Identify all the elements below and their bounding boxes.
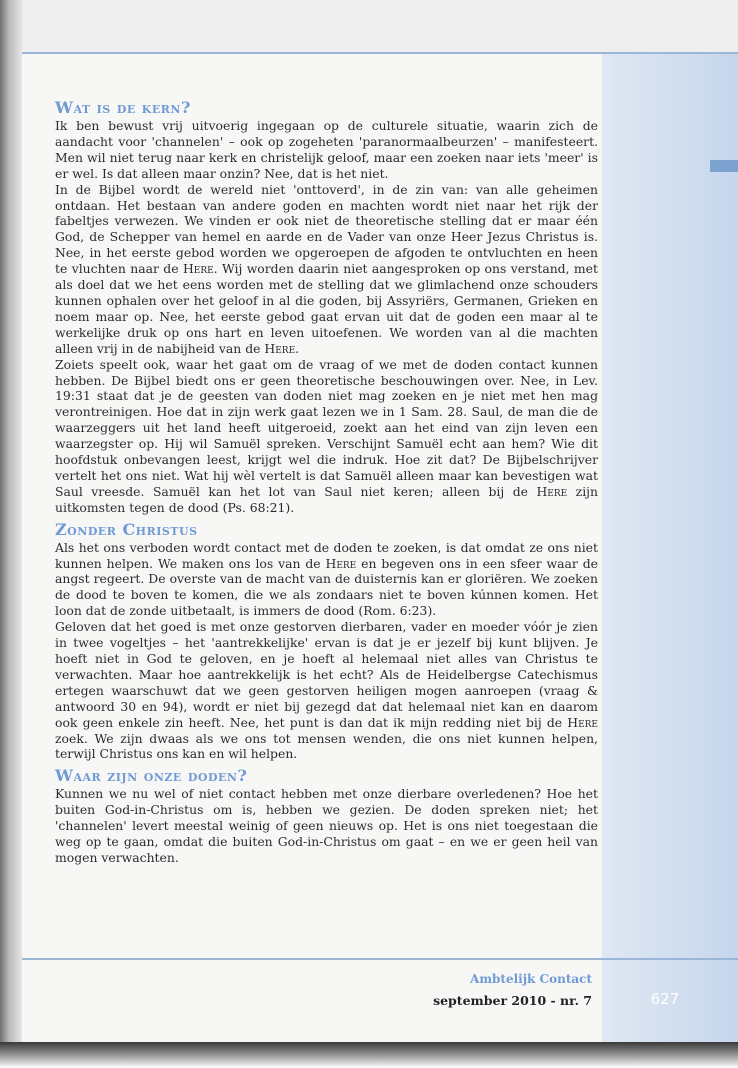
bottom-divider — [22, 958, 738, 960]
paragraph: Zoiets speelt ook, waar het gaat om de vraag of we met de doden contact kunnen hebben. De Bijbel biedt ons er geen theoretische beschouwingen over. Nee, in Lev. 19:31 staat dat je de geesten van doden niet mag zoeken en je niet met hen mag verontreinigen. Hoe dat in zijn werk gaat lezen we in 1 Sam. 28. Saul, de man die de waarzeggers uit het land heeft uitgeroeid, zoekt aan het eind van zijn leven een waarzegster op. Hij wil Samuël spreken. Verschijnt Samuël echt aan hem? Wie dit hoofdstuk onbevangen leest, krijgt wel die indruk. Hoe zit dat? De Bijbelschrijver vertelt het ons niet. Wat hij wèl vertelt is dat Samuël alleen maar kan bevestigen wat Saul vreesde. Samuël kan het lot van Saul niet keren; alleen bij de Here zijn uitkomsten tegen de dood (Ps. 68:21). — [55, 356, 598, 515]
section-heading-zonder-christus: Zonder Christus — [55, 519, 198, 539]
paragraph: Geloven dat het goed is met onze gestorven dierbaren, vader en moeder vóór je zien in twee vogeltjes – het 'aantrekkelijke' ervan is dat je er jezelf bij kunt blijven. Je hoeft niet in God te geloven, en je hoeft al helemaal niet alles van Christus te verwachten. Maar hoe aantrekkelijk is het echt? Als de Heidelbergse Catechismus ertegen waarschuwt dat we geen gestorven heiligen mogen aanroepen (vraag & antwoord 30 en 94), wordt er niet bij gezegd dat dat helemaal niet kan en daarom ook geen enkele zin heeft. Nee, het punt is dan dat ik mijn redding niet bij de Here zoek. We zijn dwaas als we ons tot mensen wenden, die ons niet kunnen helpen, terwijl Christus ons kan en wil helpen. — [55, 619, 598, 762]
issue-label: september 2010 - nr. 7 — [433, 993, 592, 1008]
lord-name: Here — [264, 340, 296, 356]
article-body — [55, 98, 598, 866]
lord-name: Here — [182, 261, 214, 277]
paragraph: Kunnen we nu wel of niet contact hebben met onze dierbare overledenen? Hoe het buiten God-in-Christus om is, hebben we gezien. De doden spreken niet; het 'channelen' levert meestal weinig of geen nieuws op. Het is ons niet toegestaan die weg op te gaan, omdat die buiten God-in-Christus om gaat – en we er geen heil van mogen verwachten. — [55, 786, 598, 865]
lord-name: Here — [567, 714, 598, 730]
binding-shadow — [0, 0, 22, 1045]
top-band — [22, 0, 738, 52]
paragraph: Als het ons verboden wordt contact met de doden te zoeken, is dat omdat ze ons niet kunnen helpen. We maken ons los van de Here en begeven ons in een sfeer waar de angst regeert. De overste van de macht van de duisternis kan er gloriëren. We zoeken de dood te boven te komen, die we als zondaars niet te boven kúnnen komen. Het loon dat de zonde uitbetaalt, is immers de dood (Rom. 6:23). — [55, 539, 598, 619]
section-heading-waar-zijn-onze-doden: Waar zijn onze doden? — [55, 766, 248, 786]
lord-name: Here — [536, 483, 568, 499]
side-color-column — [602, 52, 738, 1045]
page-number: 627 — [650, 990, 680, 1008]
section-heading-wat-is-de-kern: Wat is de kern? — [55, 98, 191, 117]
paragraph: Ik ben bewust vrij uitvoerig ingegaan op de culturele situatie, waarin zich de aandacht voor 'channelen' – ook op zogeheten 'paranormaalbeurzen' – manifesteert. Men wil niet terug naar kerk en christelijk geloof, maar een zoeken naar iets 'meer' is er wel. Is dat alleen maar onzin? Nee, dat is het niet. — [55, 118, 598, 181]
lord-name: Here — [325, 555, 357, 571]
magazine-title: Ambtelijk Contact — [470, 972, 592, 986]
top-divider — [22, 52, 738, 54]
bottom-edge-shadow — [0, 1042, 738, 1068]
paragraph: In de Bijbel wordt de wereld niet 'onttoverd', in de zin van: van alle geheimen ontdaan. Het bestaan van andere goden en machten wordt niet naar het rijk der fabeltjes verwezen. We vinden er ook niet de theoretische stelling dat er maar één God, de Schepper van hemel en aarde en de Vader van onze Heer Jezus Christus is. Nee, in het eerste gebod worden we opgeroepen de afgoden te ontvluchten en heen te vluchten naar de Here. Wij worden daarin niet aangesproken op ons verstand, met als doel dat we het eens worden met de stelling dat we glimlachend onze schouders kunnen ophalen over het geloof in al die goden, bij Assyriërs, Germanen, Grieken en noem maar op. Nee, het eerste gebod gaat ervan uit dat de goden een maar al te werkelijke druk op ons hart en leven uitoefenen. We worden van al die machten alleen vrij in de nabijheid van de Here. — [55, 181, 598, 356]
side-marker-tab — [710, 160, 738, 172]
